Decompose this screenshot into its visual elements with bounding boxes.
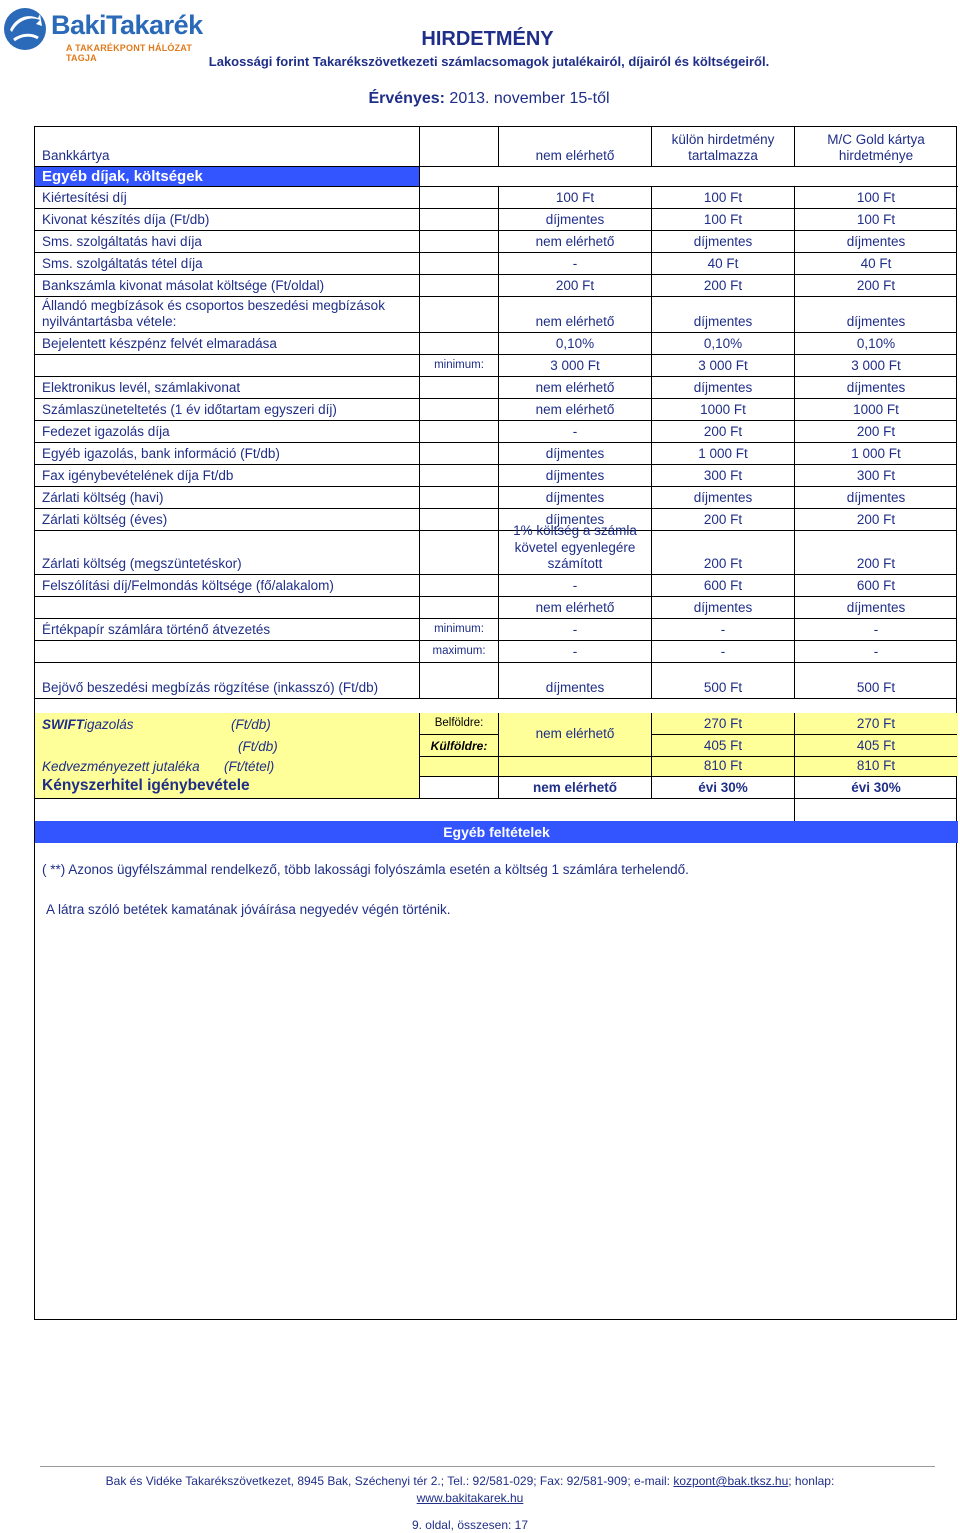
row-col1: díjmentes [498, 443, 651, 465]
swift-unit-2: (Ft/db) [238, 738, 278, 754]
row-sub [419, 443, 498, 465]
row-col3: 600 Ft [794, 575, 957, 597]
row-col2: 200 Ft [651, 275, 794, 297]
row-col1: díjmentes [498, 465, 651, 487]
table-row [35, 509, 958, 531]
row-sub [419, 597, 498, 619]
row-col3: 1 000 Ft [794, 443, 957, 465]
header-col2: külön hirdetmény tartalmazza [651, 127, 794, 167]
swift-sub-belfold: Belföldre: [419, 713, 498, 735]
row-col2: 200 Ft [651, 531, 794, 575]
note-2-text: A látra szóló betétek kamatának jóváírása negyedév végén történik. [46, 902, 451, 917]
row-col2: 200 Ft [651, 421, 794, 443]
row-col3: 100 Ft [794, 187, 957, 209]
row-col3: 500 Ft [794, 663, 957, 699]
row-label: Állandó megbízások és csoportos beszedési megbízások nyilvántartásba vétele: [35, 297, 419, 333]
row-col1: nem elérhető [498, 297, 651, 333]
row-col2: 3 000 Ft [651, 355, 794, 377]
header-sub [419, 127, 498, 167]
row-col1: 200 Ft [498, 275, 651, 297]
swift-label [35, 713, 419, 735]
row-col2: díjmentes [651, 231, 794, 253]
page-subtitle: Lakossági forint Takarékszövetkezeti számlacsomagok jutalékairól, díjairól és költségeiről. [208, 54, 770, 69]
row-label: Egyéb igazolás, bank információ (Ft/db) [35, 443, 419, 465]
row-col1: - [498, 253, 651, 275]
row-sub: maximum: [419, 641, 498, 663]
row-col1: nem elérhető [498, 597, 651, 619]
row-label: Kivonat készítés díja (Ft/db) [35, 209, 419, 231]
row-label: Felszólítási díj/Felmondás költsége (fő/alakalom) [35, 575, 419, 597]
swift-kulfold-c3: 405 Ft [794, 735, 957, 757]
kedv-row [35, 757, 958, 777]
kedv-c3: 810 Ft [794, 757, 957, 777]
table-row [35, 641, 958, 663]
row-col1: - [498, 575, 651, 597]
row-col1: 1% költség a számla követel egyenlegére számított [498, 531, 651, 575]
table-row [35, 333, 958, 355]
kenyszer-label: Kényszerhitel igénybevétele [35, 777, 419, 799]
row-col1: díjmentes [498, 509, 651, 531]
row-sub: minimum: [419, 619, 498, 641]
swift-row-2 [35, 735, 958, 757]
row-col1: nem elérhető [498, 231, 651, 253]
kedv-c2: 810 Ft [651, 757, 794, 777]
egyeb-feltetelek-row [35, 821, 958, 843]
table-row [35, 619, 958, 641]
table-header-row [35, 127, 958, 167]
row-label: Fedezet igazolás díja [35, 421, 419, 443]
row-col2: 300 Ft [651, 465, 794, 487]
kenyszer-row [35, 777, 958, 799]
row-col2: 0,10% [651, 333, 794, 355]
swift-label-rest: igazolás [84, 716, 134, 732]
row-label [35, 355, 419, 377]
row-col1: - [498, 619, 651, 641]
kedv-sub [419, 757, 498, 777]
table-row [35, 443, 958, 465]
row-sub [419, 333, 498, 355]
table-row [35, 231, 958, 253]
row-col2: 600 Ft [651, 575, 794, 597]
swift-belfold-c2: 270 Ft [651, 713, 794, 735]
row-col1: díjmentes [498, 209, 651, 231]
validity-line [0, 90, 960, 108]
row-sub [419, 663, 498, 699]
row-sub [419, 399, 498, 421]
row-label [35, 641, 419, 663]
row-col3: 200 Ft [794, 275, 957, 297]
section-title: Egyéb díjak, költségek [35, 167, 419, 187]
row-label [35, 597, 419, 619]
spacer-row [35, 799, 958, 821]
footer [0, 1473, 940, 1508]
swift-kulfold-c2: 405 Ft [651, 735, 794, 757]
page-title: HIRDETMÉNY [421, 28, 554, 50]
row-label: Sms. szolgáltatás havi díja [35, 231, 419, 253]
page-number: 9. oldal, összesen: 17 [411, 1518, 529, 1532]
row-sub [419, 377, 498, 399]
swift-belfold-c3: 270 Ft [794, 713, 957, 735]
row-col3: 3 000 Ft [794, 355, 957, 377]
kedv-label [35, 757, 419, 777]
row-col3: 300 Ft [794, 465, 957, 487]
table-row [35, 523, 958, 575]
table-row [35, 487, 958, 509]
note-1-text: ( **) Azonos ügyfélszámmal rendelkező, több lakossági folyószámla esetén a költség 1 számlára terhelendő. [42, 862, 689, 877]
note-1 [35, 862, 958, 882]
table-row [35, 377, 958, 399]
kenyszer-sub [419, 777, 498, 799]
row-col3: 200 Ft [794, 421, 957, 443]
swift-label-bold: SWIFT [42, 716, 84, 732]
swift-row-2-label [35, 735, 419, 757]
header-bankkartya: Bankkártya [35, 127, 419, 167]
row-col2: díjmentes [651, 487, 794, 509]
footer-website-link[interactable]: www.bakitakarek.hu [416, 1491, 524, 1506]
row-sub [419, 231, 498, 253]
row-col3: 40 Ft [794, 253, 957, 275]
kenyszer-c3: évi 30% [794, 777, 957, 799]
row-col3: - [794, 641, 957, 663]
row-col3: 100 Ft [794, 209, 957, 231]
validity-date: 2013. november 15-től [444, 90, 610, 107]
row-col2: díjmentes [651, 377, 794, 399]
row-col2: 100 Ft [651, 187, 794, 209]
row-label: Zárlati költség (megszüntetéskor) [35, 531, 419, 575]
fee-table [34, 126, 957, 1320]
row-sub [419, 509, 498, 531]
row-label: Bejövő beszedési megbízás rögzítése (inkasszó) (Ft/db) [35, 663, 419, 699]
row-label: Elektronikus levél, számlakivonat [35, 377, 419, 399]
row-sub [419, 187, 498, 209]
kedv-unit: (Ft/tétel) [224, 758, 275, 774]
row-col2: 1000 Ft [651, 399, 794, 421]
kenyszer-c2: évi 30% [651, 777, 794, 799]
row-col3: 200 Ft [794, 509, 957, 531]
brand-tagline: A TAKARÉKPONT HÁLÓZAT TAGJA [66, 43, 193, 63]
row-label: Fax igénybevételének díja Ft/db [35, 465, 419, 487]
table-row [35, 597, 958, 619]
row-col1: - [498, 641, 651, 663]
row-col3: díjmentes [794, 297, 957, 333]
table-row [35, 297, 958, 333]
row-col1: nem elérhető [498, 399, 651, 421]
row-label: Zárlati költség (éves) [35, 509, 419, 531]
table-row [35, 663, 958, 699]
row-col2: 40 Ft [651, 253, 794, 275]
section-title-filler [419, 167, 958, 187]
row-sub [419, 253, 498, 275]
table-row [35, 355, 958, 377]
table-row [35, 275, 958, 297]
row-col2: 1 000 Ft [651, 443, 794, 465]
row-col3: 1000 Ft [794, 399, 957, 421]
note-2 [35, 902, 958, 922]
row-col2: 500 Ft [651, 663, 794, 699]
validity-label: Érvényes: [368, 90, 445, 107]
row-sub [419, 275, 498, 297]
row-col1: 0,10% [498, 333, 651, 355]
row-sub: minimum: [419, 355, 498, 377]
header-col3: M/C Gold kártya hirdetménye [794, 127, 957, 167]
row-sub [419, 575, 498, 597]
row-col1: 100 Ft [498, 187, 651, 209]
row-sub [419, 531, 498, 575]
row-col1: 3 000 Ft [498, 355, 651, 377]
row-sub [419, 487, 498, 509]
footer-email-link[interactable]: kozpont@bak.tksz.hu [673, 1474, 789, 1488]
row-col1: - [498, 421, 651, 443]
kenyszer-c1: nem elérhető [498, 777, 651, 799]
swift-sub-kulfold: Külföldre: [419, 735, 498, 757]
row-col2: - [651, 619, 794, 641]
swift-row-1 [35, 713, 958, 735]
row-col3: díjmentes [794, 377, 957, 399]
swift-c1: nem elérhető [498, 713, 651, 757]
row-col2: 200 Ft [651, 509, 794, 531]
footer-divider [40, 1466, 935, 1467]
table-row [35, 399, 958, 421]
row-col3: 200 Ft [794, 531, 957, 575]
row-col3: 0,10% [794, 333, 957, 355]
row-col3: díjmentes [794, 487, 957, 509]
row-sub [419, 209, 498, 231]
spacer-divider [794, 799, 795, 821]
footer-address: Bak és Vidéke Takarékszövetkezet, 8945 Bak, Széchenyi tér 2.; Tel.: 92/581-029; Fax: 92/581-909; e-mail: [105, 1474, 674, 1488]
table-row [35, 465, 958, 487]
row-col3: - [794, 619, 957, 641]
row-col3: díjmentes [794, 231, 957, 253]
row-col1: díjmentes [498, 487, 651, 509]
row-col2: díjmentes [651, 297, 794, 333]
row-col2: - [651, 641, 794, 663]
table-row [35, 421, 958, 443]
table-row [35, 187, 958, 209]
row-label: Értékpapír számlára történő átvezetés [35, 619, 419, 641]
row-col1: díjmentes [498, 663, 651, 699]
row-label: Számlaszüneteltetés (1 év időtartam egyszeri díj) [35, 399, 419, 421]
swift-unit-1: (Ft/db) [231, 716, 271, 732]
row-sub [419, 421, 498, 443]
row-col2: 100 Ft [651, 209, 794, 231]
row-label: Zárlati költség (havi) [35, 487, 419, 509]
row-sub [419, 465, 498, 487]
footer-address-end: ; honlap: [788, 1474, 835, 1488]
kedv-c1 [498, 757, 651, 777]
table-row [35, 209, 958, 231]
table-row [35, 253, 958, 275]
row-label: Kiértesítési díj [35, 187, 419, 209]
header-col1: nem elérhető [498, 127, 651, 167]
row-col3: díjmentes [794, 597, 957, 619]
row-label: Bankszámla kivonat másolat költsége (Ft/oldal) [35, 275, 419, 297]
table-row [35, 575, 958, 597]
egyeb-feltetelek-title: Egyéb feltételek [443, 823, 550, 840]
kedv-label-text: Kedvezményezett jutaléka [42, 758, 200, 774]
row-label: Bejelentett készpénz felvét elmaradása [35, 333, 419, 355]
section-title-row [35, 167, 958, 187]
brand-name: BakiTakarék [51, 10, 203, 40]
row-label: Sms. szolgáltatás tétel díja [35, 253, 419, 275]
row-col1: nem elérhető [498, 377, 651, 399]
row-col2: díjmentes [651, 597, 794, 619]
row-sub [419, 297, 498, 333]
